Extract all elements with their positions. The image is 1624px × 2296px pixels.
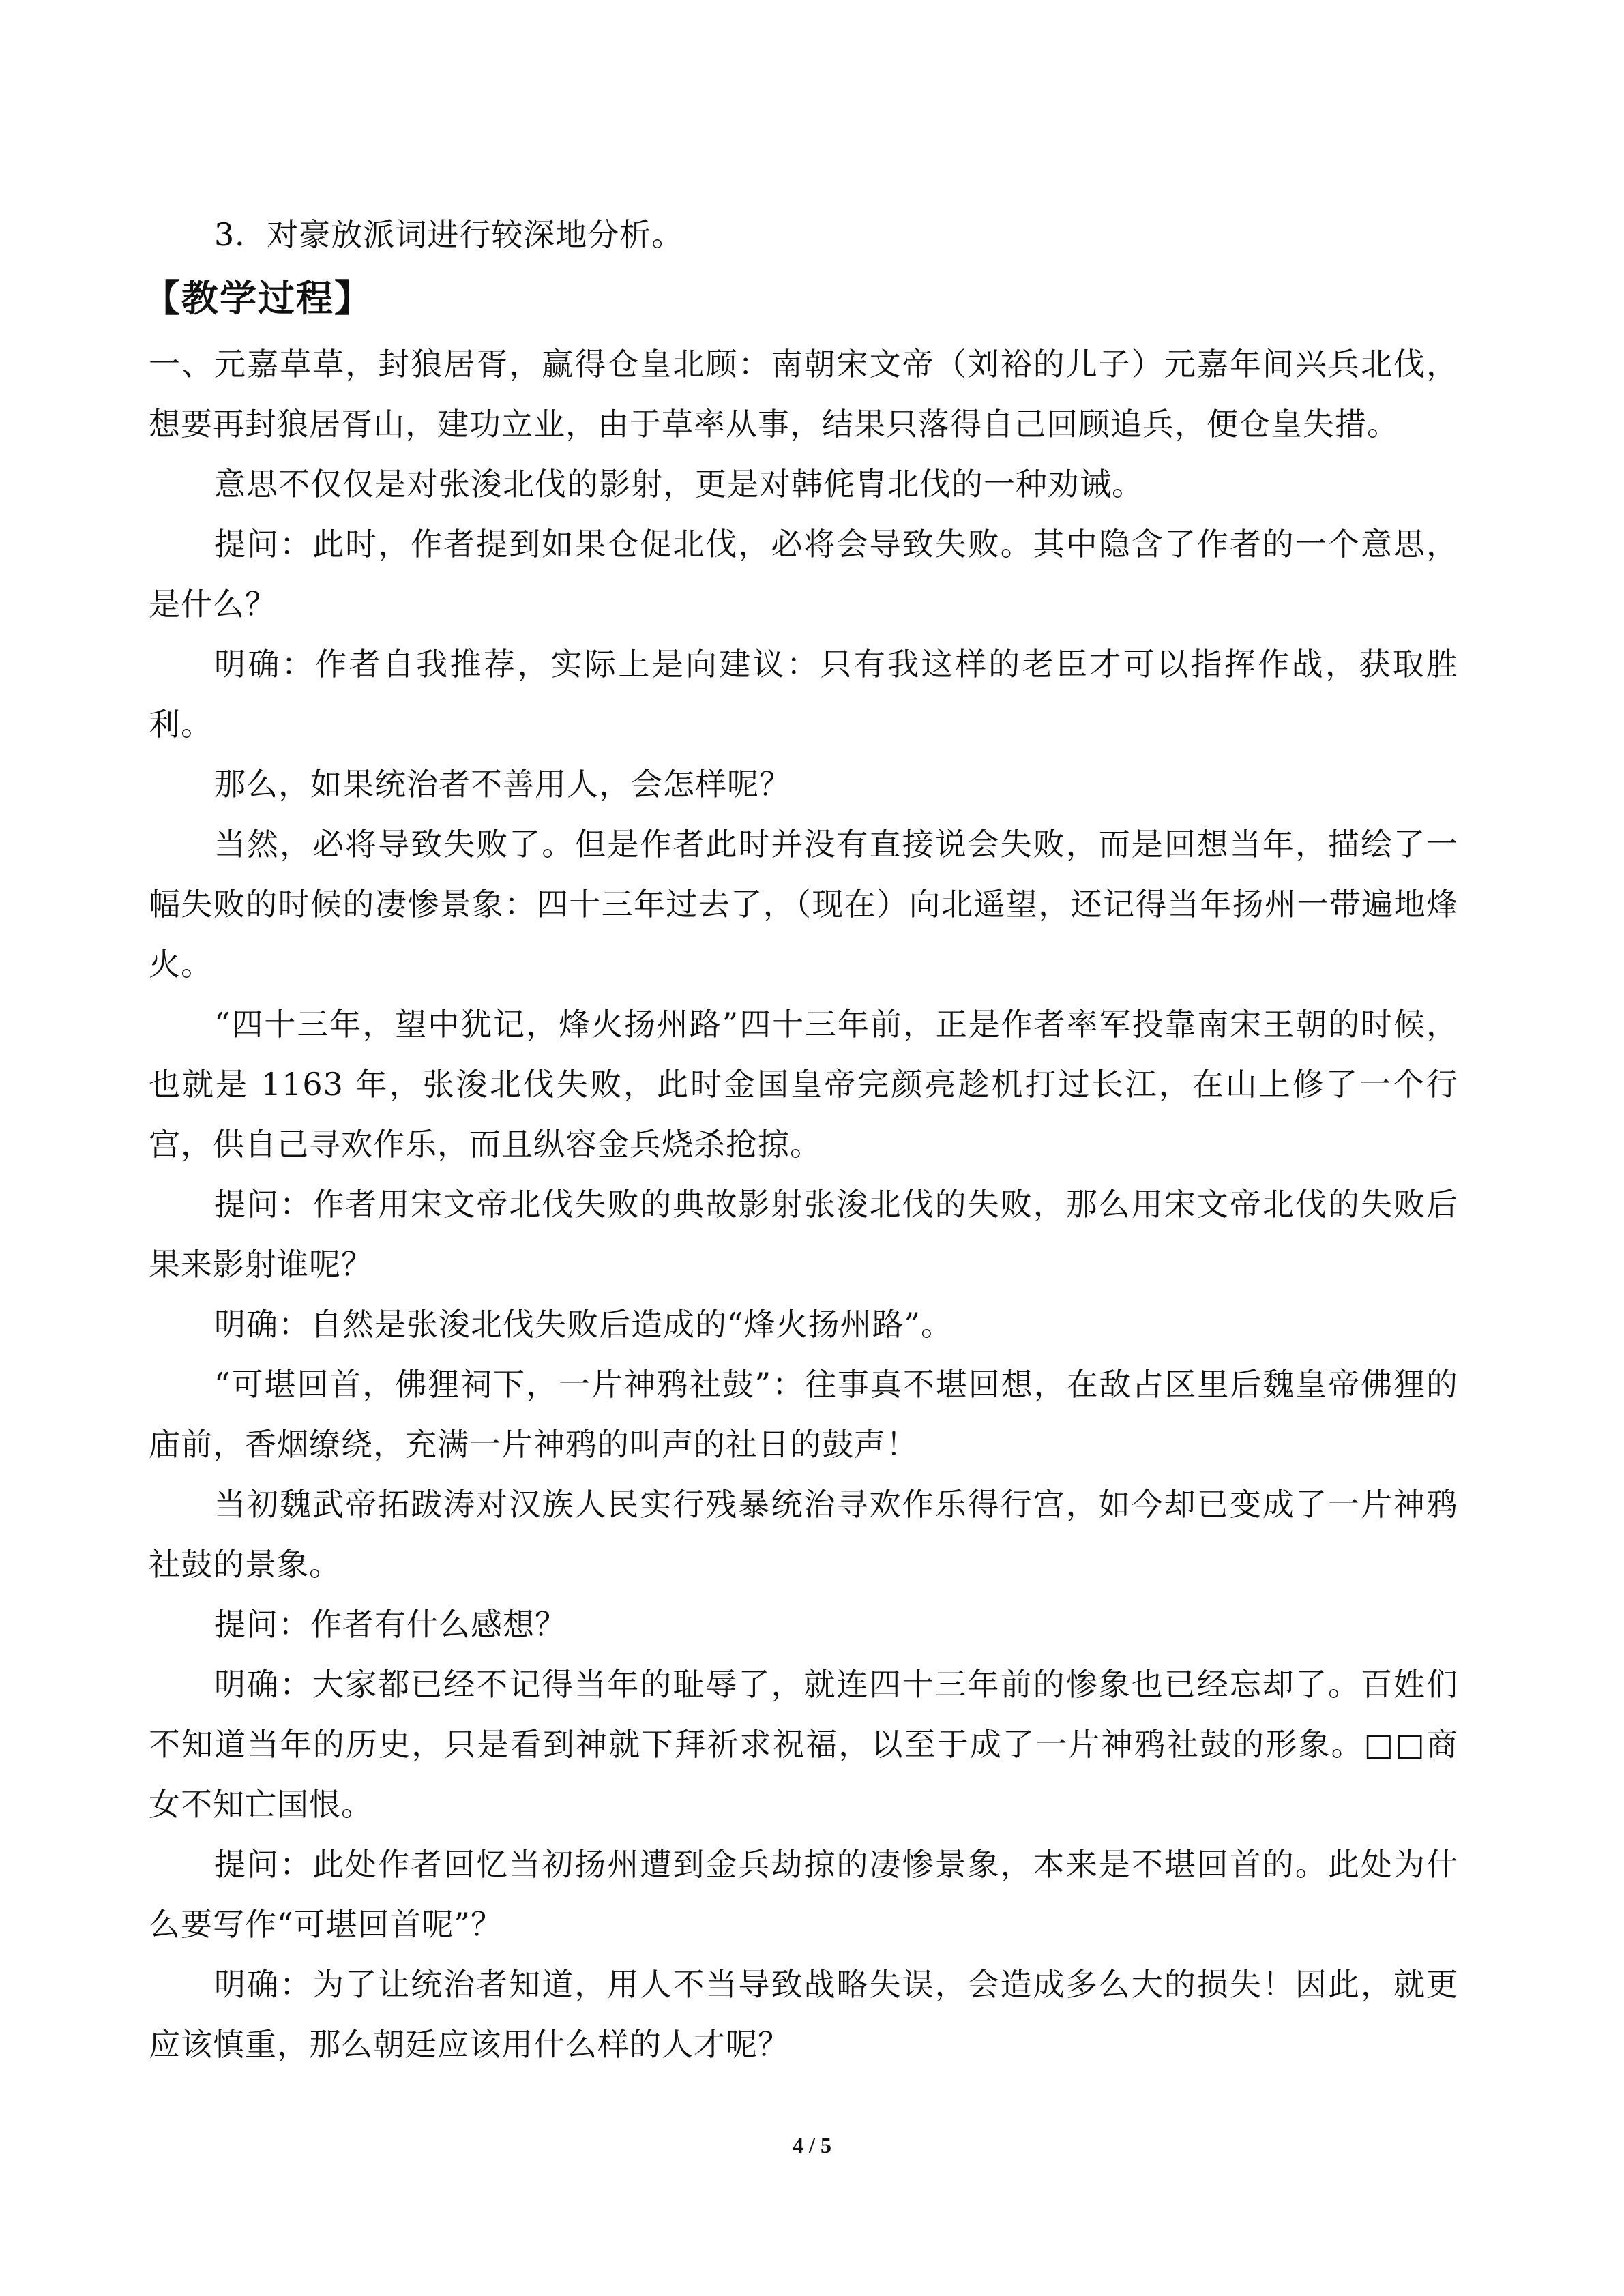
paragraph: 明确：为了让统治者知道，用人不当导致战略失误，会造成多么大的损失！因此，就更应该慎重，那么朝廷应该用什么样的人才呢？: [149, 1966, 1458, 2063]
paragraph: 提问：作者有什么感想？: [214, 1606, 567, 1643]
section-heading: 【教学过程】: [143, 277, 372, 320]
page-number: 4 / 5: [793, 2133, 831, 2158]
paragraph: 提问：作者用宋文帝北伐失败的典故影射张浚北伐的失败，那么用宋文帝北伐的失败后果来影射谁呢？: [149, 1186, 1458, 1283]
paragraph: “四十三年，望中犹记，烽火扬州路”四十三年前，正是作者率军投靠南宋王朝的时候，也就是 1163 年，张浚北伐失败，此时金国皇帝完颜亮趁机打过长江，在山上修了一个行宫，供自己寻欢作乐，而且纵容金兵烧杀抢掠。: [149, 1006, 1458, 1163]
paragraph: 那么，如果统治者不善用人，会怎样呢？: [214, 766, 791, 803]
paragraph: “可堪回首，佛狸祠下，一片神鸦社鼓”：往事真不堪回想，在敌占区里后魏皇帝佛狸的庙前，香烟缭绕，充满一片神鸦的叫声的社日的鼓声！: [149, 1366, 1458, 1463]
paragraph: 明确：作者自我推荐，实际上是向建议：只有我这样的老臣才可以指挥作战，获取胜利。: [149, 646, 1458, 743]
paragraph: 意思不仅仅是对张浚北伐的影射，更是对韩侂胄北伐的一种劝诫。: [214, 466, 1144, 503]
paragraph: 明确：自然是张浚北伐失败后造成的“烽火扬州路”。: [214, 1306, 954, 1343]
page-body: [143, 205, 1458, 2074]
paragraph: 明确：大家都已经不记得当年的耻辱了，就连四十三年前的惨象也已经忘却了。百姓们不知道当年的历史，只是看到神就下拜祈求祝福，以至于成了一片神鸦社鼓的形象。□□商女不知亡国恨。: [149, 1666, 1458, 1823]
paragraph: 当然，必将导致失败了。但是作者此时并没有直接说会失败，而是回想当年，描绘了一幅失败的时候的凄惨景象：四十三年过去了，（现在）向北遥望，还记得当年扬州一带遍地烽火。: [149, 826, 1458, 983]
objective-item: 3．对豪放派词进行较深地分析。: [214, 216, 684, 253]
paragraph: 当初魏武帝拓跋涛对汉族人民实行残暴统治寻欢作乐得行宫，如今却已变成了一片神鸦社鼓的景象。: [149, 1486, 1458, 1583]
paragraph: 提问：此处作者回忆当初扬州遭到金兵劫掠的凄惨景象，本来是不堪回首的。此处为什么要写作“可堪回首呢”？: [149, 1846, 1458, 1943]
paragraph: 一、元嘉草草，封狼居胥，赢得仓皇北顾：南朝宋文帝（刘裕的儿子）元嘉年间兴兵北伐，想要再封狼居胥山，建功立业，由于草率从事，结果只落得自己回顾追兵，便仓皇失措。: [149, 346, 1458, 443]
paragraph: 提问：此时，作者提到如果仓促北伐，必将会导致失败。其中隐含了作者的一个意思，是什么？: [149, 526, 1458, 623]
